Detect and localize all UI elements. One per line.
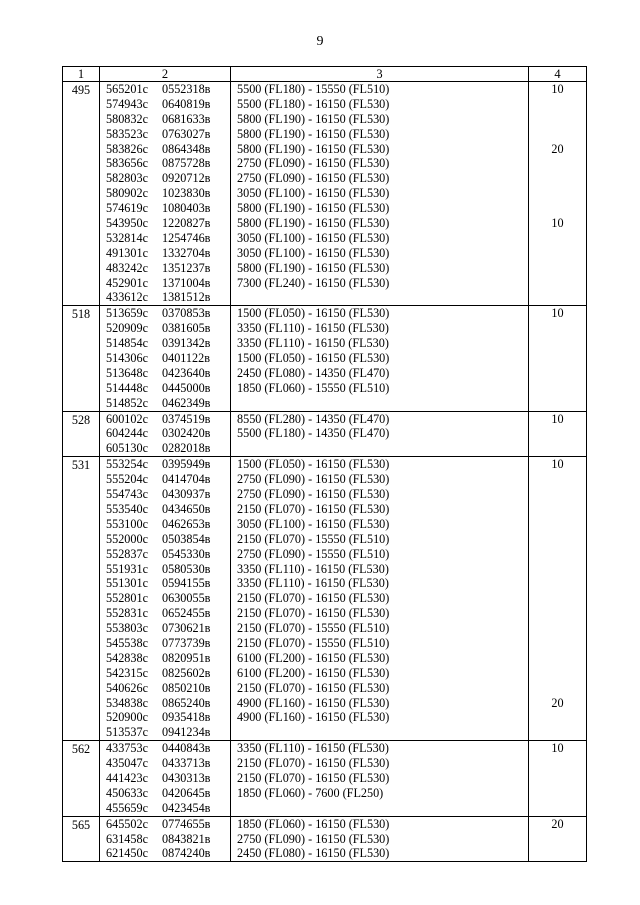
latitude: 455659с xyxy=(106,800,148,815)
value-line xyxy=(529,201,586,216)
value-cell xyxy=(529,457,587,741)
latitude: 553540с xyxy=(106,501,148,516)
coordinate-line xyxy=(106,216,230,231)
longitude: 1080403в xyxy=(162,201,211,216)
altitude-range: 2150 (FL070) - 16150 (FL530) xyxy=(237,770,390,785)
altitude-range: 2750 (FL090) - 16150 (FL530) xyxy=(237,472,390,487)
longitude: 0430313в xyxy=(162,770,211,785)
value-line xyxy=(529,321,586,336)
value-line xyxy=(529,801,586,816)
latitude: 542838с xyxy=(106,650,148,665)
latitude: 600102с xyxy=(106,411,148,426)
altitude-range xyxy=(237,725,528,740)
coordinates-cell xyxy=(100,306,231,411)
longitude: 0374519в xyxy=(162,411,211,426)
value-line: 10 xyxy=(551,82,564,96)
coordinate-line xyxy=(106,396,230,411)
value-line xyxy=(529,771,586,786)
latitude: 441423с xyxy=(106,770,148,785)
value-line xyxy=(529,156,586,171)
latitude: 555204с xyxy=(106,472,148,487)
longitude: 0302420в xyxy=(162,426,211,441)
altitude-range: 4900 (FL160) - 16150 (FL530) xyxy=(237,710,390,725)
longitude: 0401122в xyxy=(162,351,210,366)
longitude: 0773739в xyxy=(162,635,211,650)
latitude: 583523с xyxy=(106,126,148,141)
value-line xyxy=(529,666,586,681)
altitude-range: 2750 (FL090) - 16150 (FL530) xyxy=(237,156,390,171)
latitude: 580902с xyxy=(106,186,148,201)
latitude: 532814с xyxy=(106,230,148,245)
value-line xyxy=(529,710,586,725)
coordinates-cell xyxy=(100,82,231,306)
latitude: 554743с xyxy=(106,487,148,502)
longitude: 0580530в xyxy=(162,561,211,576)
longitude: 0545330в xyxy=(162,546,211,561)
coordinate-line xyxy=(106,606,230,621)
value-line xyxy=(529,396,586,411)
value-line xyxy=(529,636,586,651)
longitude: 0763027в xyxy=(162,126,211,141)
coordinate-line xyxy=(106,441,230,456)
coordinate-line xyxy=(106,502,230,517)
coordinate-line xyxy=(106,142,230,157)
coordinate-line xyxy=(106,231,230,246)
coordinate-line xyxy=(106,82,230,97)
altitude-range: 2150 (FL070) - 16150 (FL530) xyxy=(237,756,390,771)
longitude: 0825602в xyxy=(162,665,211,680)
value-line: 10 xyxy=(551,306,564,321)
value-line xyxy=(529,725,586,740)
table-row xyxy=(63,82,587,306)
coordinate-line xyxy=(106,186,230,201)
coordinates-cell xyxy=(100,457,231,741)
latitude: 621450с xyxy=(106,846,148,861)
coordinate-line xyxy=(106,381,230,396)
value-line xyxy=(529,186,586,201)
coordinate-line xyxy=(106,786,230,801)
altitude-range: 3350 (FL110) - 16150 (FL530) xyxy=(237,561,389,576)
longitude: 1351237в xyxy=(162,260,211,275)
altitude-range: 6100 (FL200) - 16150 (FL530) xyxy=(237,665,390,680)
latitude: 513537с xyxy=(106,725,148,740)
value-line xyxy=(529,562,586,577)
table-row xyxy=(63,816,587,862)
longitude: 0865240в xyxy=(162,695,211,710)
value-line xyxy=(529,576,586,591)
longitude: 0430937в xyxy=(162,487,211,502)
row-number: 495 xyxy=(63,82,100,306)
longitude: 0433713в xyxy=(162,756,211,771)
altitude-range: 6100 (FL200) - 16150 (FL530) xyxy=(237,650,390,665)
altitude-cell xyxy=(231,306,529,411)
coordinate-line xyxy=(106,846,230,861)
latitude: 450633с xyxy=(106,785,148,800)
coordinate-line xyxy=(106,636,230,651)
value-line xyxy=(529,261,586,276)
latitude: 553803с xyxy=(106,621,148,636)
value-line: 10 xyxy=(551,741,564,756)
table-body xyxy=(63,82,587,862)
value-line xyxy=(529,336,586,351)
coordinate-line xyxy=(106,741,230,756)
longitude: 1332704в xyxy=(162,245,211,260)
value-line: 10 xyxy=(551,411,564,426)
value-line: 20 xyxy=(551,816,564,831)
value-line xyxy=(529,487,586,502)
value-line xyxy=(529,276,586,291)
altitude-range xyxy=(237,396,528,411)
altitude-range: 5800 (FL190) - 16150 (FL530) xyxy=(237,111,390,126)
coordinate-line xyxy=(106,547,230,562)
value-line xyxy=(529,290,586,305)
value-line xyxy=(529,112,586,127)
row-number: 565 xyxy=(63,816,100,862)
longitude: 0440843в xyxy=(162,741,211,756)
longitude: 0391342в xyxy=(162,336,211,351)
altitude-range xyxy=(237,441,528,456)
latitude: 580832с xyxy=(106,111,148,126)
coordinate-line xyxy=(106,306,230,321)
value-line xyxy=(529,171,586,186)
altitude-range: 5500 (FL180) - 15550 (FL510) xyxy=(237,82,390,96)
latitude: 565201с xyxy=(106,82,148,96)
value-line xyxy=(529,502,586,517)
row-number: 562 xyxy=(63,741,100,816)
longitude: 0282018в xyxy=(162,441,211,456)
coordinate-line xyxy=(106,725,230,740)
coordinate-line xyxy=(106,336,230,351)
altitude-range: 1500 (FL050) - 16150 (FL530) xyxy=(237,457,390,472)
altitude-range: 2450 (FL080) - 14350 (FL470) xyxy=(237,365,390,380)
coordinate-line xyxy=(106,426,230,441)
table-row xyxy=(63,741,587,816)
longitude: 0434650в xyxy=(162,501,211,516)
altitude-range: 5800 (FL190) - 16150 (FL530) xyxy=(237,126,390,141)
coordinate-line xyxy=(106,171,230,186)
value-cell xyxy=(529,816,587,862)
coordinate-line xyxy=(106,290,230,305)
altitude-range: 2150 (FL070) - 15550 (FL510) xyxy=(237,621,390,636)
latitude: 543950с xyxy=(106,216,148,231)
value-line xyxy=(529,127,586,142)
longitude: 0423640в xyxy=(162,365,211,380)
header-col-4: 4 xyxy=(529,67,587,82)
altitude-range: 2750 (FL090) - 16150 (FL530) xyxy=(237,831,390,846)
latitude: 552801с xyxy=(106,591,148,606)
altitude-range: 2150 (FL070) - 15550 (FL510) xyxy=(237,531,390,546)
altitude-range: 3350 (FL110) - 16150 (FL530) xyxy=(237,321,389,336)
altitude-range: 1500 (FL050) - 16150 (FL530) xyxy=(237,306,390,321)
value-line xyxy=(529,246,586,261)
value-line: 10 xyxy=(551,457,564,472)
value-line: 10 xyxy=(551,216,564,231)
coordinate-line xyxy=(106,651,230,666)
latitude: 542315с xyxy=(106,665,148,680)
altitude-range: 2150 (FL070) - 15550 (FL510) xyxy=(237,635,390,650)
value-line xyxy=(529,441,586,456)
coordinate-line xyxy=(106,487,230,502)
value-cell xyxy=(529,82,587,306)
coordinate-line xyxy=(106,532,230,547)
value-line xyxy=(529,606,586,621)
latitude: 433753с xyxy=(106,741,148,756)
value-line xyxy=(529,381,586,396)
coordinate-line xyxy=(106,127,230,142)
latitude: 551301с xyxy=(106,576,148,591)
value-line xyxy=(529,351,586,366)
longitude: 1381512в xyxy=(162,290,211,305)
latitude: 513659с xyxy=(106,306,148,321)
coordinate-line xyxy=(106,246,230,261)
coordinate-line xyxy=(106,591,230,606)
header-row xyxy=(63,67,587,82)
header-col-1: 1 xyxy=(63,67,100,82)
altitude-range: 2150 (FL070) - 16150 (FL530) xyxy=(237,591,390,606)
latitude: 514854с xyxy=(106,336,148,351)
coordinate-line xyxy=(106,412,230,427)
latitude: 514448с xyxy=(106,380,148,395)
longitude: 0423454в xyxy=(162,800,211,815)
altitude-range: 5500 (FL180) - 16150 (FL530) xyxy=(237,96,390,111)
latitude: 552837с xyxy=(106,546,148,561)
latitude: 520900с xyxy=(106,710,148,725)
longitude: 0395949в xyxy=(162,457,211,472)
longitude: 0594155в xyxy=(162,576,211,591)
row-number: 518 xyxy=(63,306,100,411)
latitude: 552831с xyxy=(106,606,148,621)
altitude-range: 3050 (FL100) - 16150 (FL530) xyxy=(237,516,390,531)
value-line xyxy=(529,426,586,441)
altitude-range: 2750 (FL090) - 16150 (FL530) xyxy=(237,487,390,502)
table-row xyxy=(63,411,587,457)
coordinate-line xyxy=(106,321,230,336)
row-number: 531 xyxy=(63,457,100,741)
latitude: 553254с xyxy=(106,457,148,472)
altitude-range: 5800 (FL190) - 16150 (FL530) xyxy=(237,141,390,156)
altitude-range: 1850 (FL060) - 15550 (FL510) xyxy=(237,380,390,395)
altitude-range xyxy=(237,801,528,816)
longitude: 0420645в xyxy=(162,785,211,800)
coordinate-line xyxy=(106,156,230,171)
value-line xyxy=(529,472,586,487)
longitude: 0875728в xyxy=(162,156,211,171)
coordinate-line xyxy=(106,696,230,711)
latitude: 483242с xyxy=(106,260,148,275)
altitude-cell xyxy=(231,82,529,306)
coordinate-line xyxy=(106,366,230,381)
coordinate-line xyxy=(106,681,230,696)
coordinate-line xyxy=(106,201,230,216)
altitude-range: 3050 (FL100) - 16150 (FL530) xyxy=(237,245,390,260)
value-line xyxy=(529,846,586,861)
coordinate-line xyxy=(106,771,230,786)
longitude: 0920712в xyxy=(162,171,211,186)
table-row xyxy=(63,306,587,411)
coordinate-line xyxy=(106,621,230,636)
coordinate-line xyxy=(106,710,230,725)
coordinate-line xyxy=(106,97,230,112)
altitude-range: 3350 (FL110) - 16150 (FL530) xyxy=(237,336,389,351)
coordinates-cell xyxy=(100,816,231,862)
longitude: 0445000в xyxy=(162,380,211,395)
altitude-range: 3350 (FL110) - 16150 (FL530) xyxy=(237,741,389,756)
latitude: 514852с xyxy=(106,395,148,410)
latitude: 553100с xyxy=(106,516,148,531)
coordinates-cell xyxy=(100,411,231,457)
altitude-range: 2450 (FL080) - 16150 (FL530) xyxy=(237,846,390,861)
longitude: 0774655в xyxy=(162,816,211,831)
coordinate-line xyxy=(106,261,230,276)
coordinate-line xyxy=(106,517,230,532)
altitude-range: 2150 (FL070) - 16150 (FL530) xyxy=(237,501,390,516)
airspace-table xyxy=(62,66,587,862)
coordinate-line xyxy=(106,801,230,816)
altitude-range: 3050 (FL100) - 16150 (FL530) xyxy=(237,230,390,245)
longitude: 0630055в xyxy=(162,591,211,606)
value-line xyxy=(529,97,586,112)
value-line xyxy=(529,366,586,381)
longitude: 0681633в xyxy=(162,111,211,126)
value-line xyxy=(529,532,586,547)
value-line xyxy=(529,832,586,847)
coordinate-line xyxy=(106,832,230,847)
coordinate-line xyxy=(106,472,230,487)
longitude: 0843821в xyxy=(162,831,211,846)
altitude-range: 8550 (FL280) - 14350 (FL470) xyxy=(237,411,390,426)
coordinate-line xyxy=(106,817,230,832)
longitude: 0730621в xyxy=(162,621,211,636)
longitude: 0462653в xyxy=(162,516,211,531)
value-line xyxy=(529,547,586,562)
altitude-cell xyxy=(231,411,529,457)
latitude: 605130с xyxy=(106,441,148,456)
longitude: 0552318в xyxy=(162,82,211,96)
latitude: 583826с xyxy=(106,141,148,156)
altitude-cell xyxy=(231,816,529,862)
longitude: 1254746в xyxy=(162,230,211,245)
latitude: 574943с xyxy=(106,96,148,111)
coordinates-cell xyxy=(100,741,231,816)
latitude: 545538с xyxy=(106,635,148,650)
longitude: 0652455в xyxy=(162,606,211,621)
longitude: 0370853в xyxy=(162,306,211,321)
longitude: 0503854в xyxy=(162,531,211,546)
coordinate-line xyxy=(106,576,230,591)
value-line xyxy=(529,517,586,532)
coordinate-line xyxy=(106,351,230,366)
altitude-range: 5800 (FL190) - 16150 (FL530) xyxy=(237,260,390,275)
value-cell xyxy=(529,741,587,816)
value-line: 20 xyxy=(551,141,564,156)
longitude: 1220827в xyxy=(162,216,211,231)
longitude: 0874240в xyxy=(162,846,211,861)
longitude: 0462349в xyxy=(162,395,211,410)
longitude: 0941234в xyxy=(162,725,211,740)
altitude-range: 1850 (FL060) - 16150 (FL530) xyxy=(237,816,390,831)
coordinate-line xyxy=(106,756,230,771)
altitude-range: 2750 (FL090) - 16150 (FL530) xyxy=(237,171,390,186)
altitude-range: 1850 (FL060) - 7600 (FL250) xyxy=(237,785,384,800)
latitude: 552000с xyxy=(106,531,148,546)
longitude: 0640819в xyxy=(162,96,211,111)
longitude: 0864348в xyxy=(162,141,211,156)
altitude-range: 3050 (FL100) - 16150 (FL530) xyxy=(237,186,390,201)
value-cell xyxy=(529,306,587,411)
table-row xyxy=(63,457,587,741)
altitude-range: 5500 (FL180) - 14350 (FL470) xyxy=(237,426,390,441)
page-number: 9 xyxy=(316,34,324,49)
latitude: 540626с xyxy=(106,680,148,695)
latitude: 574619с xyxy=(106,201,148,216)
latitude: 491301с xyxy=(106,245,148,260)
latitude: 551931с xyxy=(106,561,148,576)
longitude: 0820951в xyxy=(162,650,211,665)
altitude-range: 2150 (FL070) - 16150 (FL530) xyxy=(237,606,390,621)
altitude-cell xyxy=(231,741,529,816)
latitude: 520909с xyxy=(106,321,148,336)
latitude: 435047с xyxy=(106,756,148,771)
longitude: 0935418в xyxy=(162,710,211,725)
altitude-range: 5800 (FL190) - 16150 (FL530) xyxy=(237,216,390,231)
value-line xyxy=(529,621,586,636)
longitude: 1023830в xyxy=(162,186,211,201)
value-cell xyxy=(529,411,587,457)
header-col-3: 3 xyxy=(231,67,529,82)
longitude: 0381605в xyxy=(162,321,211,336)
latitude: 534838с xyxy=(106,695,148,710)
value-line xyxy=(529,591,586,606)
altitude-range: 2750 (FL090) - 15550 (FL510) xyxy=(237,546,390,561)
altitude-range xyxy=(237,290,528,305)
latitude: 513648с xyxy=(106,365,148,380)
latitude: 631458с xyxy=(106,831,148,846)
latitude: 514306с xyxy=(106,351,148,366)
latitude: 452901с xyxy=(106,275,148,290)
coordinate-line xyxy=(106,276,230,291)
coordinate-line xyxy=(106,112,230,127)
altitude-range: 3350 (FL110) - 16150 (FL530) xyxy=(237,576,389,591)
latitude: 583656с xyxy=(106,156,148,171)
coordinate-line xyxy=(106,562,230,577)
value-line xyxy=(529,231,586,246)
altitude-range: 5800 (FL190) - 16150 (FL530) xyxy=(237,201,390,216)
altitude-range: 7300 (FL240) - 16150 (FL530) xyxy=(237,275,390,290)
header-col-2: 2 xyxy=(100,67,231,82)
value-line xyxy=(529,756,586,771)
latitude: 582803с xyxy=(106,171,148,186)
longitude: 1371004в xyxy=(162,275,211,290)
altitude-cell xyxy=(231,457,529,741)
row-number: 528 xyxy=(63,411,100,457)
latitude: 645502с xyxy=(106,816,148,831)
altitude-range: 2150 (FL070) - 16150 (FL530) xyxy=(237,680,390,695)
latitude: 433612с xyxy=(106,290,148,305)
coordinate-line xyxy=(106,666,230,681)
longitude: 0850210в xyxy=(162,680,211,695)
value-line xyxy=(529,786,586,801)
longitude: 0414704в xyxy=(162,472,211,487)
coordinate-line xyxy=(106,457,230,472)
value-line: 20 xyxy=(551,695,564,710)
altitude-range: 1500 (FL050) - 16150 (FL530) xyxy=(237,351,390,366)
latitude: 604244с xyxy=(106,426,148,441)
value-line xyxy=(529,681,586,696)
value-line xyxy=(529,651,586,666)
altitude-range: 4900 (FL160) - 16150 (FL530) xyxy=(237,695,390,710)
